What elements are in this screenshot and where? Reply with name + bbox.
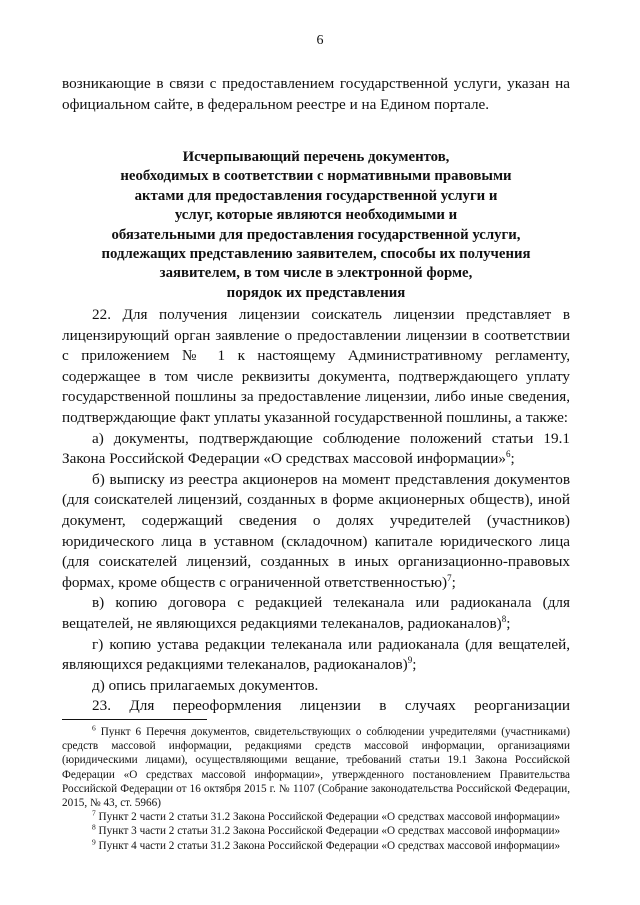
- footnotes: [62, 725, 570, 853]
- footnote-num: 6: [92, 723, 96, 733]
- paragraph-22: 22. Для получения лицензии соискатель лицензии представляет в лицензирующий орган заявление о предоставлении лицензии в соответствии с приложением № 1 к настоящему Административному регламенту, содержащее в том числе реквизиты документа, подтверждающего уплату государственной пошлины за предоставление лицензии, либо иные сведения, подтверждающие факт уплаты указанной государственной пошлины, а также:: [62, 306, 570, 426]
- item-v-end: ;: [506, 614, 511, 632]
- page-number: 6: [316, 33, 324, 48]
- footnote-ref-6: 6: [506, 449, 511, 460]
- heading-line: услуг, которые являются необходимыми и: [174, 207, 458, 224]
- intro-paragraph: [62, 74, 570, 115]
- heading-line: Исчерпывающий перечень документов,: [182, 149, 450, 165]
- footnote-text: Пункт 4 части 2 статьи 31.2 Закона Российской Федерации «О средствах массовой информации»: [98, 839, 561, 852]
- item-a-end: ;: [510, 450, 515, 468]
- heading-line: заявителем, в том числе в электронной форме,: [159, 265, 473, 282]
- item-d: д) опись прилагаемых документов.: [92, 676, 319, 694]
- footnote-7: [62, 810, 570, 824]
- footnote-divider: [62, 719, 207, 720]
- footnote-num: 7: [92, 808, 96, 818]
- item-g: [62, 635, 570, 676]
- footnote-8: [62, 824, 570, 838]
- footnote-text: Пункт 6 Перечня документов, свидетельствующих о соблюдении учредителями (участниками) средств массовой информации, редакциями средств массовой информации, организациями (юридическими лицами), осуществляющими вещание, требований статьи 19.1 Закона Российской Федерации «О средствах массовой информации», утвержденного постановлением Правительства Российской Федерации от 16 октября 2015 г. № 1107 (Собрание законодательства Российской Федерации, 2015, № 43, ст. 5966): [62, 726, 570, 810]
- footnote-6: [62, 725, 570, 810]
- main-body: [62, 305, 570, 717]
- heading-line: порядок их представления: [226, 284, 406, 301]
- item-g-text: г) копию устава редакции телеканала или радиоканала (для вещателей, являющихся редакциями телеканалов, радиоканалов): [62, 635, 570, 674]
- heading-line: актами для предоставления государственной услуги и: [134, 187, 498, 204]
- footnote-num: 9: [92, 836, 96, 846]
- item-a-text: а) документы, подтверждающие соблюдение положений статьи 19.1 Закона Российской Федерации «О средствах массовой информации»: [62, 429, 570, 468]
- item-v-text: в) копию договора с редакцией телеканала или радиоканала (для вещателей, не являющихся редакциями телеканалов, радиоканалов): [62, 594, 570, 632]
- footnote-text: Пункт 3 части 2 статьи 31.2 Закона Российской Федерации «О средствах массовой информации»: [98, 825, 561, 838]
- paragraph-23: 23. Для переоформления лицензии в случаях реорганизации: [92, 697, 570, 715]
- footnote-9: [62, 836, 570, 853]
- heading-line: обязательными для предоставления государственной услуги,: [111, 226, 521, 243]
- item-b-end: ;: [451, 573, 456, 591]
- item-b: [62, 470, 570, 594]
- item-a: [62, 429, 570, 470]
- item-b-text: б) выписку из реестра акционеров на момент представления документов (для соискателей лицензий, созданных в форме акционерных обществ), иной документ, содержащий сведения о долях учредителей (участников) юридического лица в уставном (складочном) капитале юридического лица (для соискателей лицензий, созданных в иных организационно-правовых формах, кроме обществ с ограниченной ответственностью): [62, 470, 570, 591]
- heading-line: подлежащих представлению заявителем, способы их получения: [101, 246, 531, 263]
- item-g-end: ;: [412, 656, 417, 674]
- footnote-text: Пункт 2 части 2 статьи 31.2 Закона Российской Федерации «О средствах массовой информации»: [98, 811, 561, 824]
- item-v: [62, 593, 570, 634]
- heading-line: необходимых в соответствии с нормативными правовыми: [120, 168, 512, 185]
- footnote-ref-7: 7: [447, 572, 452, 583]
- footnote-ref-8: 8: [501, 613, 507, 624]
- intro-line-2: официальном сайте, в федеральном реестре и на Едином портале.: [62, 95, 490, 113]
- section-heading: [62, 148, 570, 303]
- footnote-num: 8: [92, 822, 96, 832]
- intro-line-1: возникающие в связи с предоставлением государственной услуги, указан на: [62, 75, 570, 92]
- footnote-ref-9: 9: [407, 655, 413, 666]
